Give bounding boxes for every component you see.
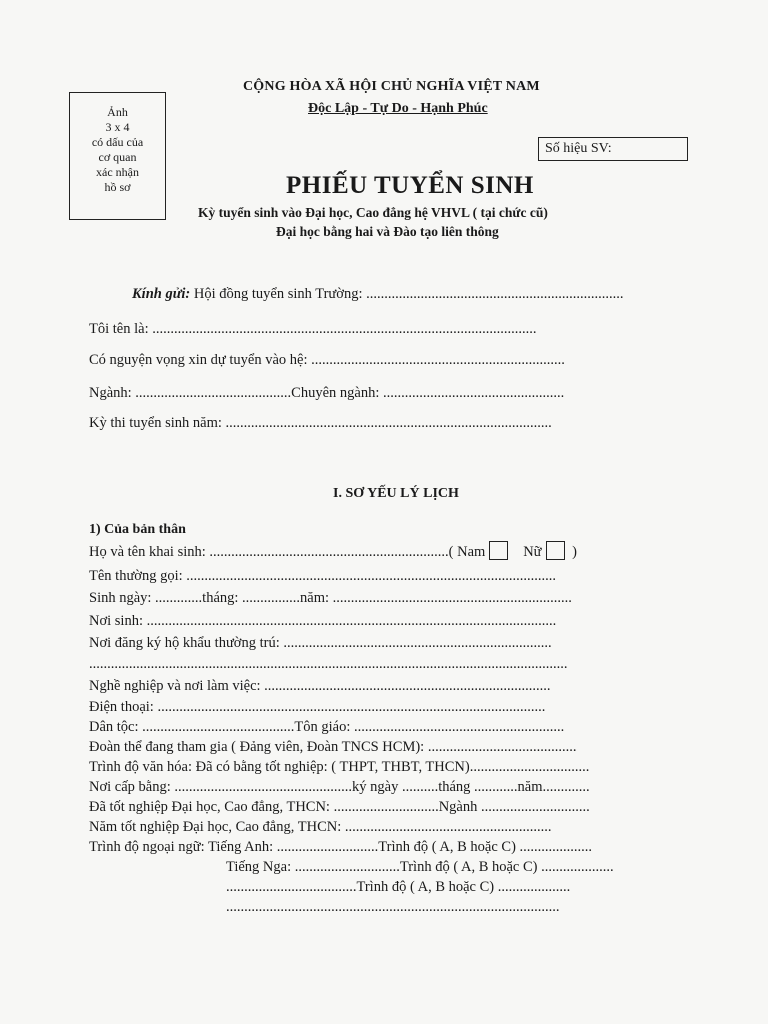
close-paren: ) xyxy=(572,544,577,560)
photo-line: cơ quan xyxy=(98,150,137,164)
student-id-field[interactable]: Số hiệu SV: xyxy=(538,137,688,161)
phone-field[interactable]: Điện thoại: ........................................................................................................... xyxy=(89,699,546,715)
form-subtitle-2: Đại học bằng hai và Đào tạo liên thông xyxy=(276,224,499,239)
birthplace-field[interactable]: Nơi sinh: ................................................................................................................. xyxy=(89,613,557,629)
graduation-year-field[interactable]: Năm tốt nghiệp Đại học, Cao đẳng, THCN: ......................................................... xyxy=(89,819,552,835)
photo-line: Ảnh xyxy=(107,105,128,119)
motto: Độc Lập - Tự Do - Hạnh Phúc xyxy=(308,101,488,116)
residence-field[interactable]: Nơi đăng ký hộ khẩu thường trú: .......................................................................... xyxy=(89,635,552,651)
nickname-field[interactable]: Tên thường gọi: ...................................................................................................... xyxy=(89,568,557,584)
name-field[interactable]: Tôi tên là: .......................................................................................................... xyxy=(89,321,537,337)
english-level-field[interactable]: Trình độ ngoại ngữ: Tiếng Anh: ............................Trình độ ( A, B hoặc C) .................... xyxy=(89,839,593,855)
kinh-gui-text: Hội đồng tuyển sinh Trường: ....................................................................... xyxy=(193,286,624,302)
section-title: I. SƠ YẾU LÝ LỊCH xyxy=(333,486,459,501)
ethnicity-religion-field[interactable]: Dân tộc: ..........................................Tôn giáo: .......................................................... xyxy=(89,719,565,735)
organization-field[interactable]: Đoàn thể đang tham gia ( Đảng viên, Đoàn TNCS HCM): ......................................... xyxy=(89,739,577,755)
form-title: PHIẾU TUYỂN SINH xyxy=(286,172,534,199)
exam-year-field[interactable]: Kỳ thi tuyển sinh năm: .......................................................................................... xyxy=(89,415,552,431)
photo-line: hồ sơ xyxy=(104,180,131,194)
occupation-field[interactable]: Nghề nghiệp và nơi làm việc: ............................................................................... xyxy=(89,678,551,694)
female-label: Nữ xyxy=(523,544,542,560)
nation-heading: CỘNG HÒA XÃ HỘI CHỦ NGHĨA VIỆT NAM xyxy=(243,79,540,94)
residence-cont-field[interactable]: .................................................................................................................................... xyxy=(89,656,568,672)
kinh-gui-label: Kính gửi: xyxy=(132,286,191,302)
education-level-field[interactable]: Trình độ văn hóa: Đã có bằng tốt nghiệp: ( THPT, THBT, THCN)................................. xyxy=(89,759,590,775)
form-subtitle-1: Kỳ tuyển sinh vào Đại học, Cao đẳng hệ VHVL ( tại chức cũ) xyxy=(198,205,548,220)
photo-line: 3 x 4 xyxy=(105,120,130,134)
birth-name-text: Họ và tên khai sinh: ..................................................................( Nam xyxy=(89,544,486,560)
diploma-issue-field[interactable]: Nơi cấp bằng: .................................................ký ngày ..........tháng ............năm............. xyxy=(89,779,590,795)
photo-placeholder-box xyxy=(69,92,166,220)
kinh-gui-line[interactable] xyxy=(132,286,623,303)
graduated-field[interactable]: Đã tốt nghiệp Đại học, Cao đẳng, THCN: .............................Ngành .............................. xyxy=(89,799,590,815)
russian-level-field[interactable]: Tiếng Nga: .............................Trình độ ( A, B hoặc C) .................... xyxy=(226,859,614,875)
male-checkbox[interactable] xyxy=(489,541,508,560)
birth-date-field[interactable]: Sinh ngày: .............tháng: ................năm: .................................................................. xyxy=(89,590,572,606)
birth-name-field[interactable] xyxy=(89,541,577,561)
subsection-title: 1) Của bản thân xyxy=(89,522,186,537)
photo-line: xác nhận xyxy=(96,165,139,179)
other-language-field[interactable]: ....................................Trình độ ( A, B hoặc C) .................... xyxy=(226,879,571,895)
program-field[interactable]: Có nguyện vọng xin dự tuyển vào hệ: ...................................................................... xyxy=(89,352,565,368)
photo-line: có dấu của xyxy=(91,135,144,149)
female-checkbox[interactable] xyxy=(546,541,565,560)
extra-line-field[interactable]: ............................................................................................ xyxy=(226,899,560,915)
major-field[interactable]: Ngành: ...........................................Chuyên ngành: .................................................. xyxy=(89,385,565,401)
